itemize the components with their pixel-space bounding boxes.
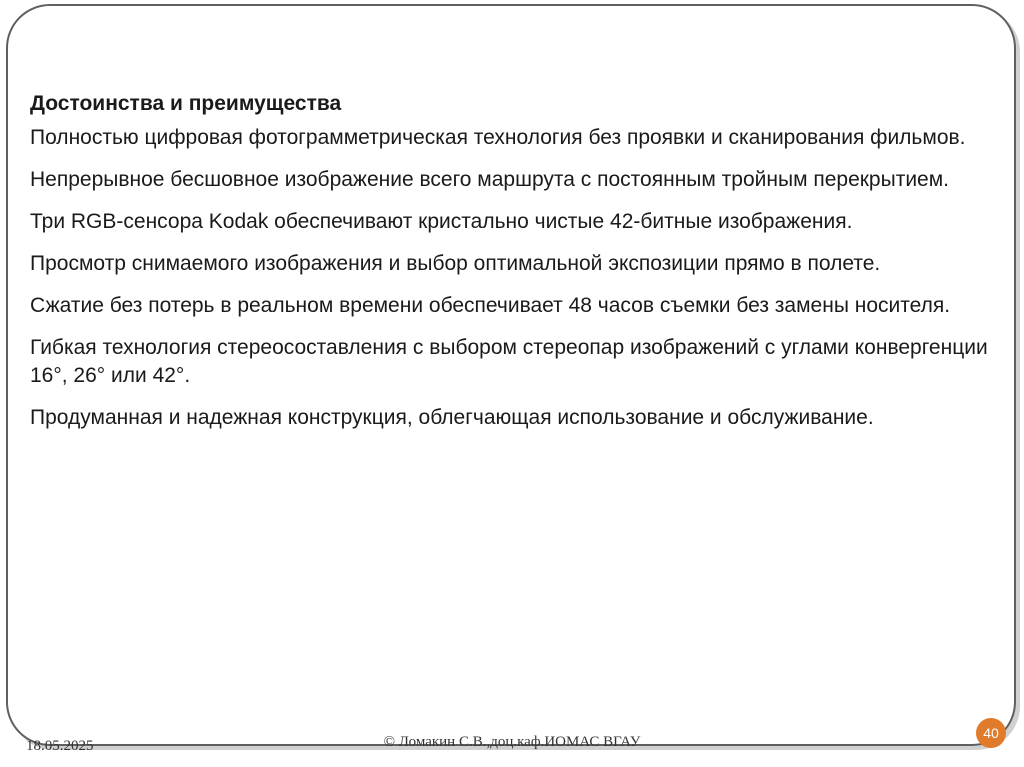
slide-content [30,90,990,446]
list-item: Три RGB-сенсора Kodak обеспечивают кристально чистые 42-битные изображения. [30,210,853,233]
list-item: Гибкая технология стереосоставления с выбором стереопар изображений с углами конвергенции 16°, 26° или 42°. [30,336,988,387]
list-item: Полностью цифровая фотограмметрическая технология без проявки и сканирования фильмов. [30,126,966,149]
list-item: Непрерывное бесшовное изображение всего маршрута с постоянным тройным перекрытием. [30,168,950,191]
list-item: Просмотр снимаемого изображения и выбор оптимальной экспозиции прямо в полете. [30,252,881,275]
footer-author: © Ломакин С.В.,доц.каф.ИОМАС ВГАУ [383,734,641,750]
page-number-badge: 40 [976,718,1006,748]
footer-date: 18.05.2025 [26,738,94,754]
slide-heading: Достоинства и преимущества [30,92,342,115]
list-item: Сжатие без потерь в реальном времени обеспечивает 48 часов съемки без замены носителя. [30,294,951,317]
list-item: Продуманная и надежная конструкция, облегчающая использование и обслуживание. [30,406,874,429]
